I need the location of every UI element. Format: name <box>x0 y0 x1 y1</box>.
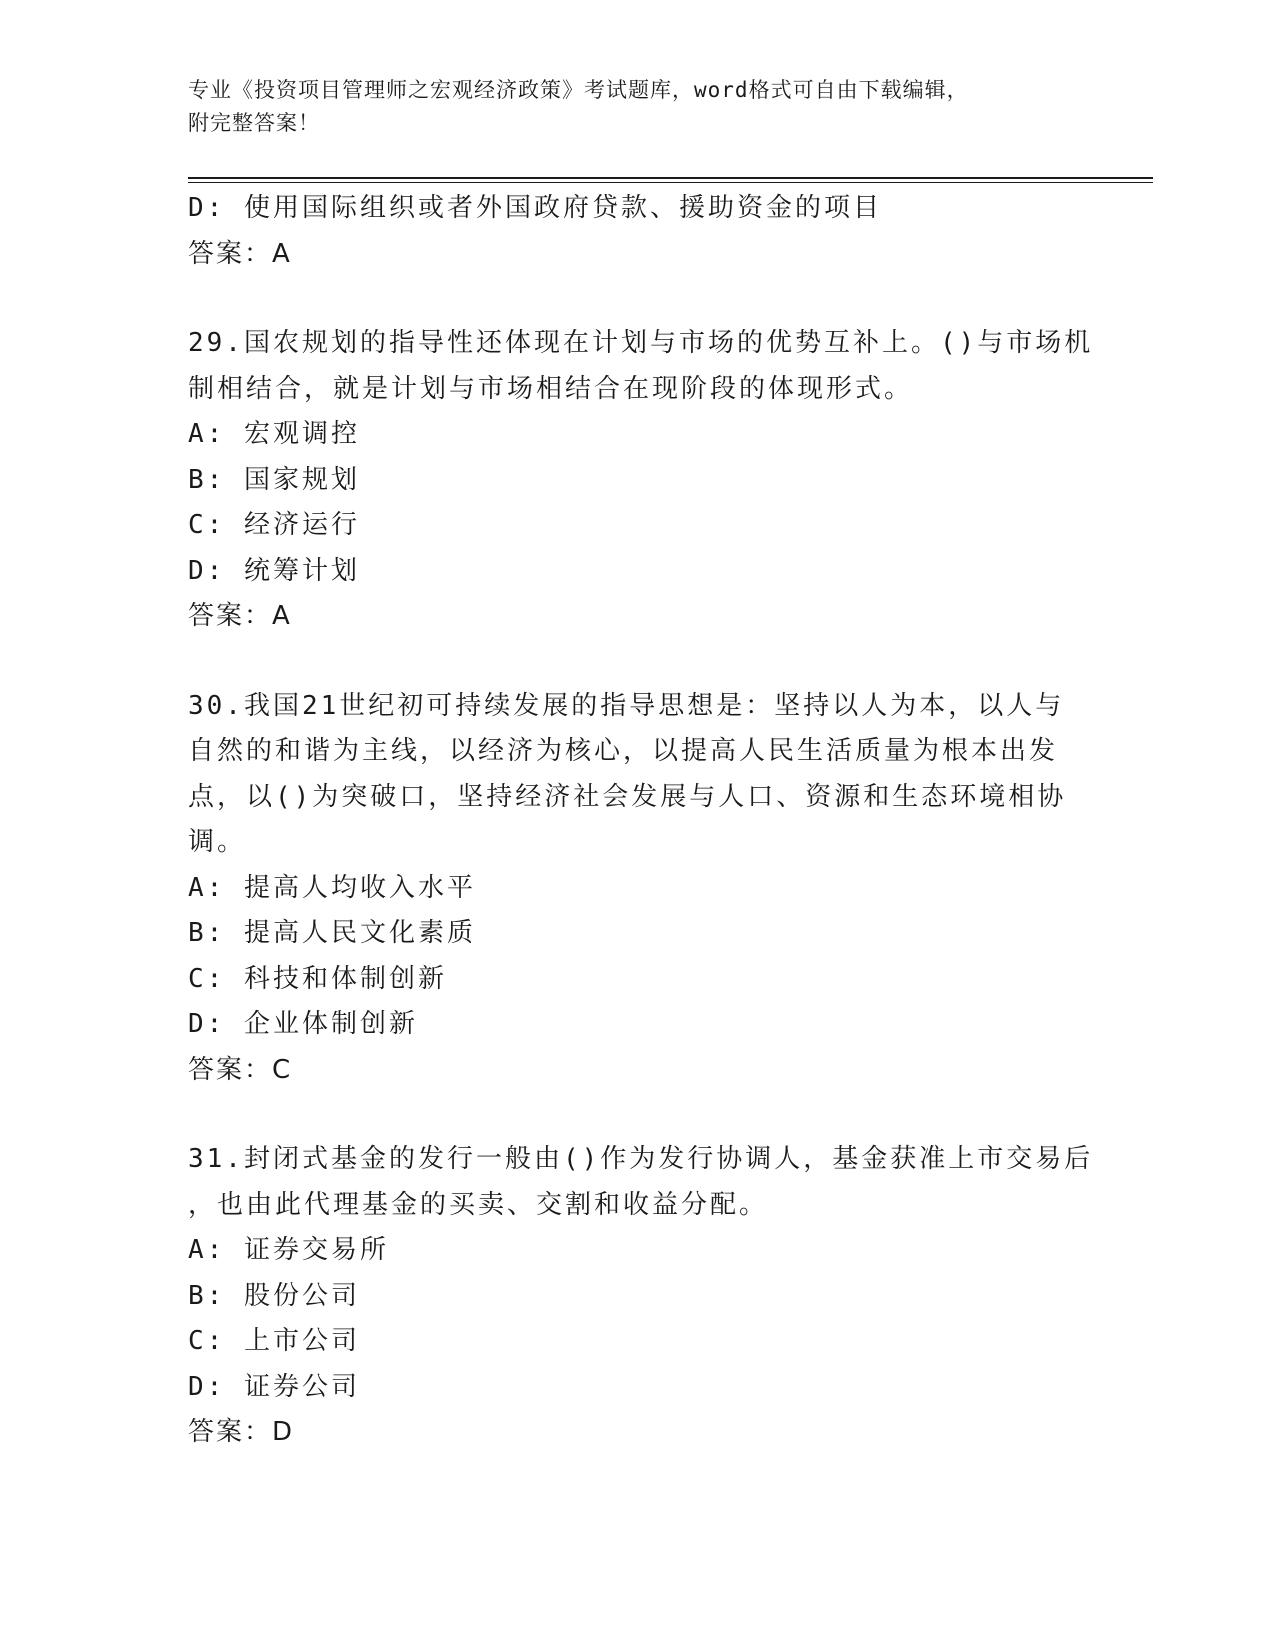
option-b: B: 国家规划 <box>188 464 360 495</box>
option-d: D: 企业体制创新 <box>188 1009 418 1039</box>
option-d: D: 证券公司 <box>188 1371 360 1402</box>
question-30 <box>188 684 1088 1094</box>
option-c: C: 经济运行 <box>188 510 360 540</box>
header-line-1: 专业《投资项目管理师之宏观经济政策》考试题库，word格式可自由下载编辑， <box>188 78 969 102</box>
question-stem-line: 制相结合，就是计划与市场相结合在现阶段的体现形式。 <box>188 373 914 404</box>
question-stem-line: 31.封闭式基金的发行一般由()作为发行协调人，基金获准上市交易后 <box>188 1144 1094 1174</box>
option-a: A: 证券交易所 <box>188 1235 389 1265</box>
header-divider-thin <box>188 182 1153 183</box>
document-header <box>188 74 1068 140</box>
spacer <box>188 640 1088 684</box>
question-stem-line: 30.我国21世纪初可持续发展的指导思想是：坚持以人为本，以人与 <box>188 690 1065 721</box>
option-b: B: 提高人民文化素质 <box>188 918 476 948</box>
option-c: C: 上市公司 <box>188 1326 360 1356</box>
spacer <box>188 1093 1088 1137</box>
question-stem-line: 自然的和谐为主线，以经济为核心，以提高人民生活质量为根本出发 <box>188 736 1059 766</box>
answer: 答案：D <box>188 1417 295 1447</box>
option-c: C: 科技和体制创新 <box>188 963 447 994</box>
question-stem-line: 点，以()为突破口，坚持经济社会发展与人口、资源和生态环境相协 <box>188 781 1067 812</box>
question-31 <box>188 1137 1094 1456</box>
question-stem-line: 调。 <box>188 827 247 857</box>
option-d: D: 统筹计划 <box>188 555 360 586</box>
header-line-2: 附完整答案！ <box>188 111 320 135</box>
answer: 答案：C <box>188 1054 293 1085</box>
question-stem-line: 29.国农规划的指导性还体现在计划与市场的优势互补上。()与市场机 <box>188 328 1094 358</box>
spacer <box>188 277 1088 321</box>
option-d: D: 使用国际组织或者外国政府贷款、援助资金的项目 <box>188 193 882 223</box>
answer: 答案：A <box>188 238 292 269</box>
question-29 <box>188 321 1094 640</box>
header-divider-thick <box>188 177 1153 179</box>
option-a: A: 提高人均收入水平 <box>188 872 476 903</box>
option-b: B: 股份公司 <box>188 1280 360 1311</box>
question-stem-line: ，也由此代理基金的买卖、交割和收益分配。 <box>188 1189 769 1220</box>
prev-question-tail <box>188 186 1088 277</box>
answer: 答案：A <box>188 601 292 631</box>
option-a: A: 宏观调控 <box>188 419 360 449</box>
question-list <box>188 186 1094 1456</box>
